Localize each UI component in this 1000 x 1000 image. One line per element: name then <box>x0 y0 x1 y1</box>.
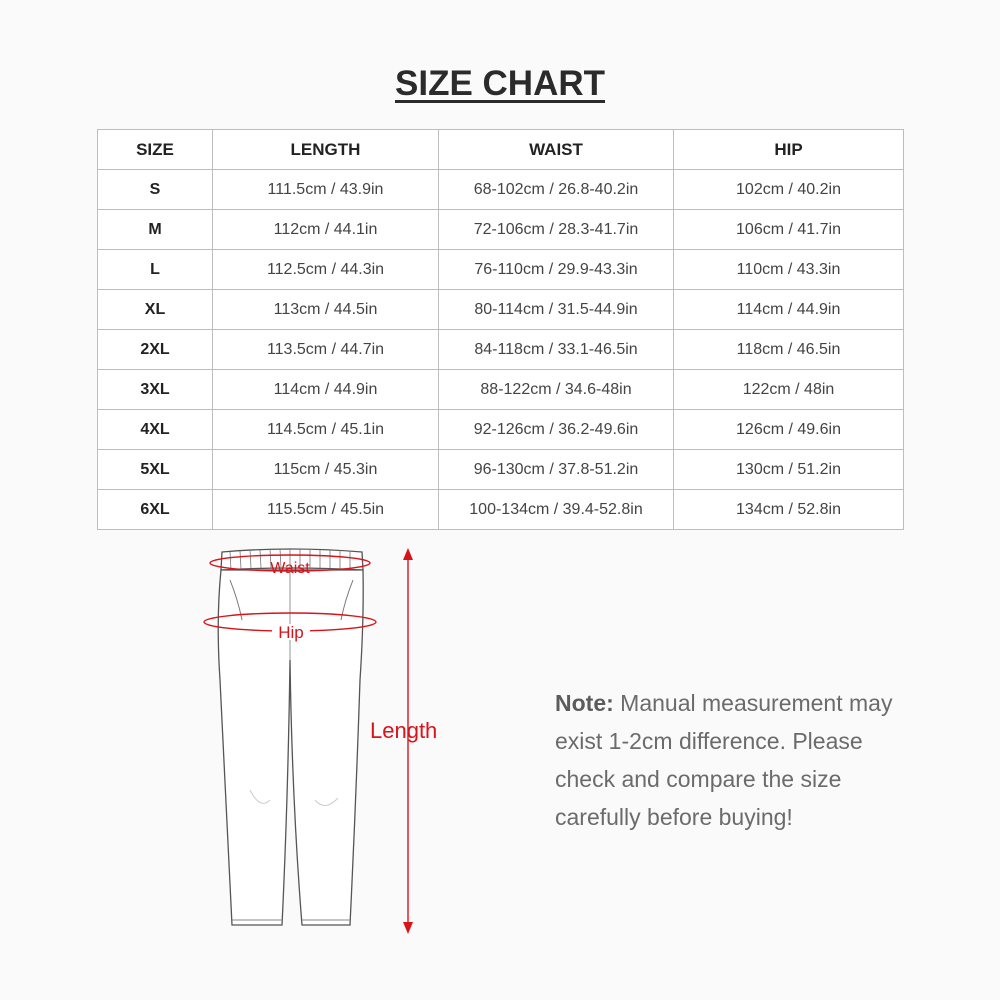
size-cell: M <box>98 210 213 250</box>
table-row <box>98 250 904 290</box>
hip-cell: 102cm / 40.2in <box>674 170 904 210</box>
size-cell: 5XL <box>98 450 213 490</box>
table-row <box>98 290 904 330</box>
size-cell: 2XL <box>98 330 213 370</box>
table-row <box>98 370 904 410</box>
page-title-text: SIZE CHART <box>395 64 605 103</box>
length-cell: 113cm / 44.5in <box>213 290 439 330</box>
hip-cell: 110cm / 43.3in <box>674 250 904 290</box>
size-cell: L <box>98 250 213 290</box>
length-cell: 113.5cm / 44.7in <box>213 330 439 370</box>
waist-cell: 80-114cm / 31.5-44.9in <box>439 290 674 330</box>
table-row <box>98 170 904 210</box>
length-cell: 114.5cm / 45.1in <box>213 410 439 450</box>
length-cell: 112cm / 44.1in <box>213 210 439 250</box>
page-title <box>0 64 1000 104</box>
length-cell: 111.5cm / 43.9in <box>213 170 439 210</box>
note-text <box>555 684 915 836</box>
length-cell: 114cm / 44.9in <box>213 370 439 410</box>
size-cell: 6XL <box>98 490 213 530</box>
size-table <box>97 129 904 530</box>
hip-cell: 134cm / 52.8in <box>674 490 904 530</box>
length-cell: 115cm / 45.3in <box>213 450 439 490</box>
table-row <box>98 330 904 370</box>
header-waist: WAIST <box>439 130 674 170</box>
hip-cell: 114cm / 44.9in <box>674 290 904 330</box>
table-row <box>98 450 904 490</box>
hip-cell: 126cm / 49.6in <box>674 410 904 450</box>
waist-label: Waist <box>270 560 310 577</box>
hip-cell: 130cm / 51.2in <box>674 450 904 490</box>
hip-cell: 122cm / 48in <box>674 370 904 410</box>
waist-cell: 72-106cm / 28.3-41.7in <box>439 210 674 250</box>
hip-cell: 118cm / 46.5in <box>674 330 904 370</box>
header-length: LENGTH <box>213 130 439 170</box>
note-label: Note: <box>555 690 614 716</box>
length-label: Length <box>370 718 438 743</box>
header-size: SIZE <box>98 130 213 170</box>
waist-cell: 76-110cm / 29.9-43.3in <box>439 250 674 290</box>
size-cell: XL <box>98 290 213 330</box>
table-row <box>98 210 904 250</box>
size-cell: S <box>98 170 213 210</box>
table-header-row <box>98 130 904 170</box>
hip-label: Hip <box>278 623 304 642</box>
table-row <box>98 490 904 530</box>
waist-cell: 88-122cm / 34.6-48in <box>439 370 674 410</box>
hip-cell: 106cm / 41.7in <box>674 210 904 250</box>
size-cell: 4XL <box>98 410 213 450</box>
note-body: Manual measurement may exist 1-2cm difference. Please check and compare the size carefully before buying! <box>555 690 893 830</box>
waist-cell: 96-130cm / 37.8-51.2in <box>439 450 674 490</box>
waist-cell: 84-118cm / 33.1-46.5in <box>439 330 674 370</box>
size-cell: 3XL <box>98 370 213 410</box>
table-row <box>98 410 904 450</box>
length-cell: 112.5cm / 44.3in <box>213 250 439 290</box>
length-cell: 115.5cm / 45.5in <box>213 490 439 530</box>
waist-cell: 92-126cm / 36.2-49.6in <box>439 410 674 450</box>
header-hip: HIP <box>674 130 904 170</box>
waist-cell: 100-134cm / 39.4-52.8in <box>439 490 674 530</box>
waist-cell: 68-102cm / 26.8-40.2in <box>439 170 674 210</box>
